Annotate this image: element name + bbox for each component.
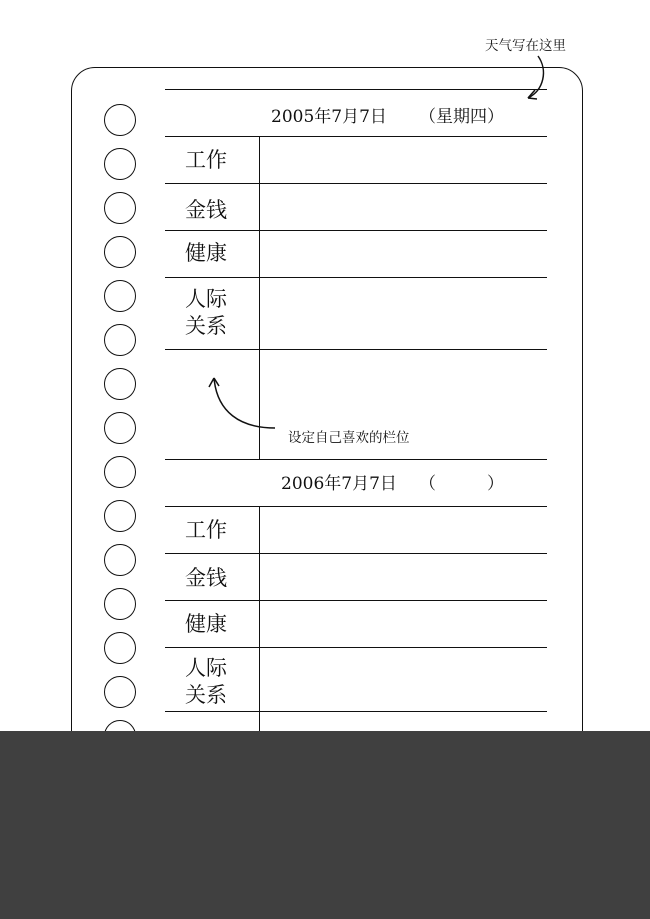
binder-ring <box>104 368 136 400</box>
column-divider <box>259 506 260 731</box>
rule-line <box>165 647 547 648</box>
custom-field-note: 设定自己喜欢的栏位 <box>288 430 410 446</box>
rule-line <box>165 459 547 460</box>
entry-weekday: （ ） <box>419 474 504 494</box>
binder-ring <box>104 456 136 488</box>
binder-ring <box>104 412 136 444</box>
rule-line <box>165 349 547 350</box>
binder-ring <box>104 236 136 268</box>
entry-date: 2006年7月7日 <box>281 474 397 494</box>
rule-line <box>165 89 547 90</box>
rule-line <box>165 230 547 231</box>
binder-ring <box>104 588 136 620</box>
row-label-relationships: 人际 关系 <box>185 287 227 338</box>
rule-line <box>165 711 547 712</box>
row-label-money: 金钱 <box>185 566 227 590</box>
notebook-page <box>71 67 583 827</box>
row-label-health: 健康 <box>185 612 227 636</box>
weather-note: 天气写在这里 <box>485 38 566 54</box>
rule-line <box>165 553 547 554</box>
binder-ring <box>104 544 136 576</box>
rule-line <box>165 506 547 507</box>
entry-date: 2005年7月7日 <box>271 107 387 127</box>
row-label-work: 工作 <box>185 148 227 172</box>
entry-weekday: （星期四） <box>419 107 504 127</box>
row-label-relationships: 人际 关系 <box>185 656 227 707</box>
row-label-money: 金钱 <box>185 198 227 222</box>
footer-bar <box>0 731 650 919</box>
binder-ring <box>104 104 136 136</box>
binder-ring <box>104 500 136 532</box>
rule-line <box>165 277 547 278</box>
weather-arrow-icon <box>520 52 560 102</box>
row-label-health: 健康 <box>185 241 227 265</box>
row-label-work: 工作 <box>185 518 227 542</box>
binder-ring <box>104 192 136 224</box>
custom-field-arrow-icon <box>205 372 285 432</box>
rule-line <box>165 136 547 137</box>
rule-line <box>165 183 547 184</box>
binder-ring <box>104 148 136 180</box>
binder-ring <box>104 324 136 356</box>
binder-ring <box>104 280 136 312</box>
binder-ring <box>104 676 136 708</box>
rule-line <box>165 600 547 601</box>
binder-ring <box>104 632 136 664</box>
